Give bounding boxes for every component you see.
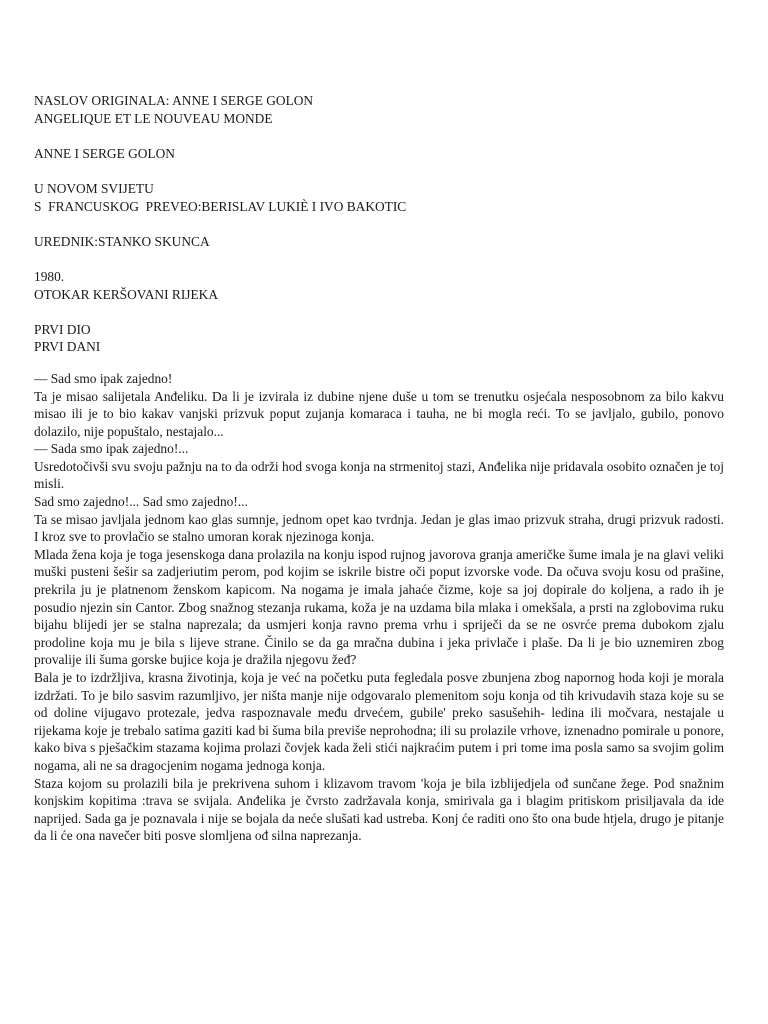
heading-block (34, 321, 724, 356)
paragraph: Ta je misao salijetala Anđeliku. Da li je izvirala iz dubine njene duše u tom se trenutku osjećala nesposobnom za bilo kakvu misao ili je to bio kakav vanjski prizvuk poput zujanja komaraca i tauha, ne bi mogla reći. To se javljalo, gubilo, ponovo dolazilo, nije popuštalo, nestajalo... (34, 388, 724, 439)
title-block (34, 180, 724, 215)
chapter-heading: PRVI DANI (34, 339, 101, 355)
paragraph: Mlada žena koja je toga jesenskoga dana prolazila na konju ispod rujnog javorova granja američke šume imala je na glavi veliki muški pusteni šešir sa zadjeriutim perom, pod kojim se iskrile bistre oči poput izvorske vode. Da očuva svoju kosu od prašine, prekrila ju je platnenom ženskom kapicom. Na nogama je imala jahaće čizme, koje sa joj dopirale do koljena, a rado ih je posudio njezin sin Cantor. Zbog snažnog stezanja rukama, koža je na uzdama bila mlaka i omekšala, a prsti na zglobovima ruku bijahu blijedi jer se stalna naprezala; da usmjeri konja ravno prema vrhu i spriječi da se ne osvrće prema dubokom zjalu prodoline koja mu je bila s lijeve strane. Činilo se da ga mračna dubina i jeka privlače i plaše. Da li je bio uznemiren zbog provalije ili šuma gorske bujice koja je dražila njegovu žeđ? (34, 546, 724, 668)
paragraph: Bala je to izdržljiva, krasna životinja, koja je već na početku puta fegledala posve zbunjena zbog napornog hoda koji je morala izdržati. To je bilo sasvim razumljivo, jer ništa manje nije odgovaralo plemenitom soju konja od tih krivudavih staza koje su se od doline vijugavo protezale, jedva raspoznavale među drvećem, gubile' preko sasušehih- ledina ili močvara, nestajale u rijekama koje je trebalo satima gaziti kad bi šuma bila previše neprohodna; ili su prolazile vrhove, iznenadno pomirale u ponore, kako biva s pješačkim stazama kojima prolazi čovjek kada želi stići najkraćim putem i pri tome ima posla samo sa svojim golim nogama, ali ne sa dragocjenim nogama jednoga konja. (34, 670, 724, 773)
document-page (34, 92, 724, 845)
paragraph: — Sad smo ipak zajedno! (34, 370, 173, 386)
original-title-line-1: NASLOV ORIGINALA: ANNE I SERGE GOLON (34, 93, 314, 108)
publication-year: 1980. (34, 268, 65, 284)
part-heading: PRVI DIO (34, 321, 91, 337)
body-text (34, 370, 724, 845)
book-title: U NOVOM SVIJETU (34, 180, 154, 196)
publication-block (34, 268, 724, 303)
paragraph: — Sada smo ipak zajedno!... (34, 441, 189, 457)
paragraph: Sad smo zajedno!... Sad smo zajedno!... (34, 494, 248, 510)
paragraph: Usredotočivši svu svoju pažnju na to da održi hod svoga konja na strmenitoj stazi, Anđelika nije pridavala osobito označen je toj misli. (34, 458, 724, 492)
authors-block (34, 145, 724, 163)
original-title-line-2: ANGELIQUE ET LE NOUVEAU MONDE (34, 110, 273, 126)
editor-credit: UREDNIK:STANKO SKUNCA (34, 233, 210, 249)
authors: ANNE I SERGE GOLON (34, 145, 175, 161)
paragraph: Ta se misao javljala jednom kao glas sumnje, jednom opet kao tvrdnja. Jedan je glas imao prizvuk straha, drugi prizvuk radosti. I kroz sve to provlačio se stalno umoran korak njezinoga konja. (34, 511, 724, 545)
publisher: OTOKAR KERŠOVANI RIJEKA (34, 286, 219, 302)
translation-credit: S FRANCUSKOG PREVEO:BERISLAV LUKIÈ I IVO BAKOTIC (34, 198, 407, 214)
front-matter (34, 92, 724, 356)
original-title-block (34, 92, 724, 127)
paragraph: Staza kojom su prolazili bila je prekrivena suhom i klizavom travom 'koja je bila izblijedjela ođ sunčane žege. Pod snažnim konjskim kopitima :trava se svijala. Anđelika je čvrsto zadržavala konja, smirivala ga i blagim pritiskom prisiljavala da ide naprijed. Sada ga je poznavala i nije se bojala da neće slušati kad ustreba. Konj će raditi ono što ona bude htjela, drugo je pitanje da li će ona navečer biti posve slomljena ođ silna naprezanja. (34, 775, 724, 844)
editor-block (34, 233, 724, 251)
